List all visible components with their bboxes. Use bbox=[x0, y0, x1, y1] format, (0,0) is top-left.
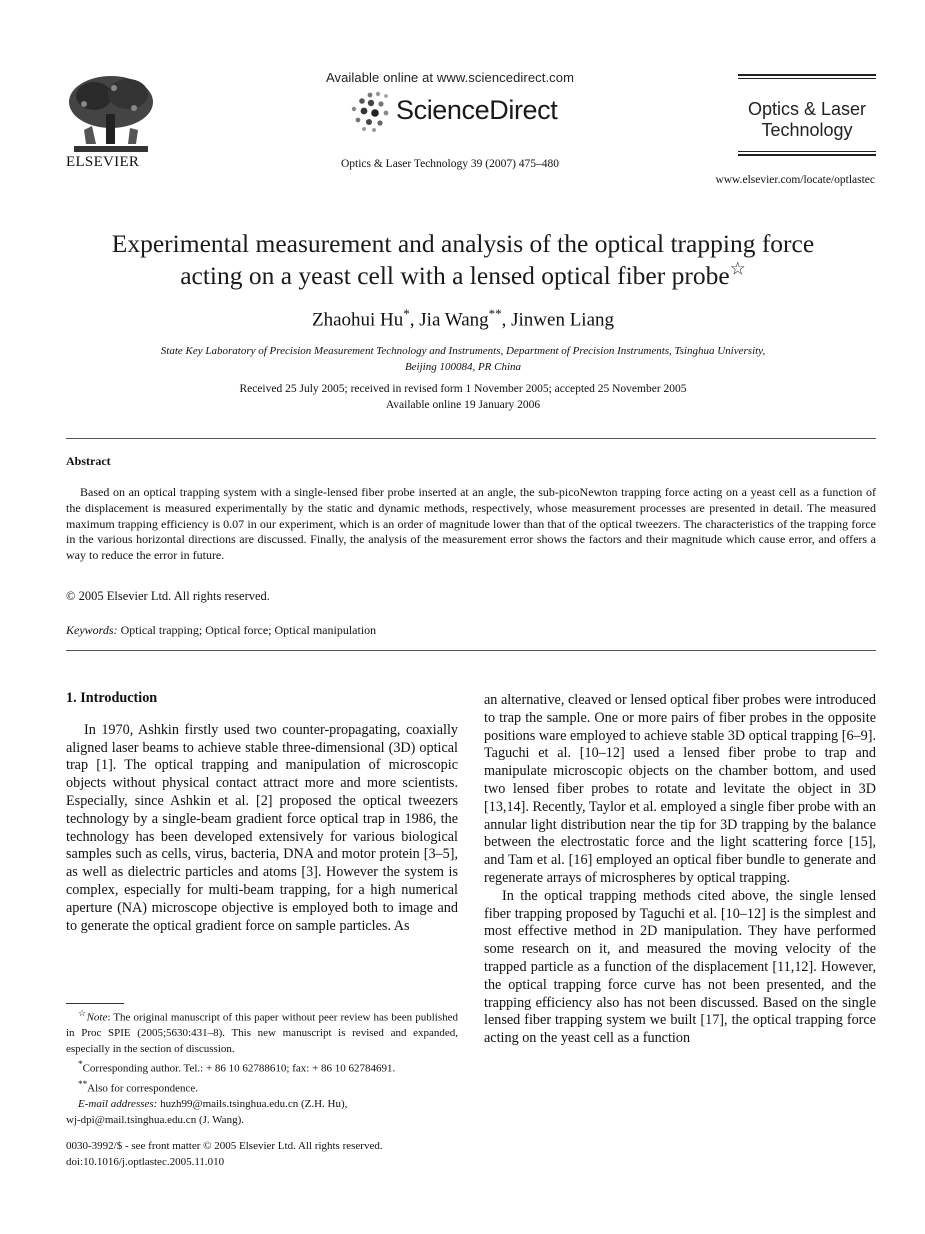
title-note-mark[interactable]: ☆ bbox=[729, 258, 746, 279]
footnotes bbox=[66, 1006, 458, 1128]
affiliation-line2: Beijing 100084, PR China bbox=[404, 361, 522, 373]
sciencedirect-dots-icon bbox=[340, 89, 396, 133]
available-online-text: Available online at www.sciencedirect.com bbox=[325, 70, 575, 85]
section-heading: 1. Introduction bbox=[66, 690, 158, 706]
article-title bbox=[50, 228, 876, 292]
left-column bbox=[66, 690, 458, 935]
journal-badge bbox=[738, 74, 876, 156]
title-line2: acting on a yeast cell with a lensed optical fiber probe bbox=[180, 261, 730, 290]
author-list: Zhaohui Hu*, Jia Wang**, Jinwen Liang bbox=[311, 306, 615, 331]
email-label: E-mail addresses: bbox=[78, 1098, 158, 1111]
footnote-also bbox=[66, 1077, 458, 1097]
affiliation-line1: State Key Laboratory of Precision Measurement Technology and Instruments, Department of Precision Instruments, Tsinghua University, bbox=[160, 345, 766, 357]
sciencedirect-header bbox=[300, 70, 600, 133]
elsevier-tree-icon bbox=[64, 74, 158, 154]
author-name: Jia Wang bbox=[419, 309, 489, 331]
doi-link[interactable]: doi:10.1016/j.optlastec.2005.11.010 bbox=[66, 1156, 225, 1168]
available-date: Available online 19 January 2006 bbox=[385, 399, 541, 411]
corresponding-mark: * bbox=[78, 1059, 83, 1070]
article-dates bbox=[100, 381, 826, 413]
footnote-email bbox=[66, 1097, 458, 1113]
journal-name bbox=[738, 99, 876, 141]
paragraph: In the optical trapping methods cited above, the single lensed fiber trapping proposed by Taguchi et al. [10–12] is the simplest and most effective method in 2D manipulation. They have performed some research on it, and measured the moving velocity of the trapped particle as a function of the displacement [11,12]. However, the optical trapping force curve has not been presented, and the trapping efficiency also has not been discussed. Based on the single lensed fiber trapping system we built [17], the optical trapping force acting on the yeast cell as a function bbox=[484, 887, 876, 1047]
abstract-body: Based on an optical trapping system with a single-lensed fiber probe inserted at an angle, the sub-picoNewton trapping force acting on a yeast cell as a function of the displacement is measured experimentally by the static and dynamic methods, respectively, whose measurement processes are presented in detail. The measured maximum trapping efficiency is 0.07 in our experiment, which is an order of magnitude lower than that of the optical tweezers. The characteristics of the trapping force in the various horizontal directions are discussed. Finally, the analysis of the measurement error shows the factors and their magnitude which cause error, and offers a way to reduce the error in future. bbox=[66, 485, 876, 563]
footnote-corresponding bbox=[66, 1057, 458, 1077]
abstract-heading: Abstract bbox=[66, 454, 111, 468]
issn-line: 0030-3992/$ - see front matter © 2005 Elsevier Ltd. All rights reserved. bbox=[66, 1140, 383, 1152]
title-line1: Experimental measurement and analysis of the optical trapping force bbox=[111, 229, 815, 258]
publisher-name: ELSEVIER bbox=[66, 154, 140, 170]
divider bbox=[66, 650, 876, 651]
abstract-copyright: © 2005 Elsevier Ltd. All rights reserved. bbox=[66, 589, 270, 603]
note-mark: ☆ bbox=[78, 1008, 87, 1018]
footnote-divider bbox=[66, 1003, 124, 1004]
also-text: Also for correspondence. bbox=[87, 1082, 199, 1095]
sciencedirect-brand: ScienceDirect bbox=[396, 95, 558, 125]
keywords-label: Keywords: bbox=[66, 623, 118, 637]
divider bbox=[66, 438, 876, 439]
footnote-note bbox=[66, 1006, 458, 1057]
journal-name-line2: Technology bbox=[761, 120, 853, 140]
paragraph: an alternative, cleaved or lensed optical fiber probes were introduced to trap the sample. One or more pairs of fiber probes in the opposite positions ware employed to achieve stable 3D optical trapping [6–9]. Taguchi et al. [10–12] used a lensed fiber probe to trap and manipulate microscopic objects on the chamber bottom, and used two lensed fiber probes to rotate and levitate the object in 3D [13,14]. Recently, Taylor et al. employed a single fiber probe with an annular light distribution near the tip for 3D trapping by the balance between the electrostatic force and the light scattering force [15], and Tam et al. [16] employed an optical fiber bundle to generate and regenerate arrays of microspheres by optical trapping. bbox=[484, 692, 876, 886]
received-date: Received 25 July 2005; received in revised form 1 November 2005; accepted 25 November 2005 bbox=[239, 383, 687, 395]
paragraph: In 1970, Ashkin firstly used two counter-propagating, coaxially aligned laser beams to achieve stable three-dimensional (3D) optical trap [1]. The optical trapping and manipulation of microscopic objects without physical contact attract more and more scientists. Especially, since Ashkin et al. [2] proposed the optical tweezers technology by a single-beam gradient force optical trap in 1986, the technology has been developed extensively for various biological samples such as cells, virus, bacteria, DNA and motor protein [3–5], as well as dielectric particles and atoms [3]. However the system is complex, especially for multi-beam trapping, for a high numerical aperture (NA) microscope objective is employed both to image and to generate the optical gradient force on sample particles. As bbox=[66, 721, 458, 934]
note-label: Note bbox=[86, 1011, 108, 1024]
affiliation bbox=[100, 343, 826, 375]
keywords-list: Optical trapping; Optical force; Optical manipulation bbox=[120, 623, 377, 637]
journal-name-line1: Optics & Laser bbox=[747, 99, 867, 119]
journal-reference: Optics & Laser Technology 39 (2007) 475–480 bbox=[340, 158, 560, 170]
also-mark: ** bbox=[78, 1079, 88, 1090]
journal-url[interactable]: www.elsevier.com/locate/optlastec bbox=[715, 174, 875, 186]
elsevier-logo bbox=[64, 74, 158, 174]
right-column bbox=[484, 692, 876, 1048]
author-name: Zhaohui Hu bbox=[311, 309, 404, 331]
author-name: Jinwen Liang bbox=[511, 309, 615, 331]
corresponding-text: Corresponding author. Tel.: + 86 10 62788610; fax: + 86 10 62784691. bbox=[82, 1062, 396, 1075]
footnote-email2 bbox=[66, 1113, 458, 1129]
author-mark[interactable]: ** bbox=[488, 306, 502, 321]
author-mark[interactable]: * bbox=[403, 306, 410, 321]
email-link[interactable]: huzh99@mails.tsinghua.edu.cn (Z.H. Hu), bbox=[157, 1098, 348, 1111]
front-matter bbox=[66, 1138, 466, 1170]
keywords bbox=[66, 623, 376, 638]
note-text: : The original manuscript of this paper without peer review has been published in Proc SPIE (2005;5630:431–8). This new manuscript is revised and expanded, especially in the section of discussion. bbox=[66, 1011, 458, 1055]
email-link[interactable]: wj-dpi@mail.tsinghua.edu.cn (J. Wang). bbox=[66, 1113, 244, 1126]
